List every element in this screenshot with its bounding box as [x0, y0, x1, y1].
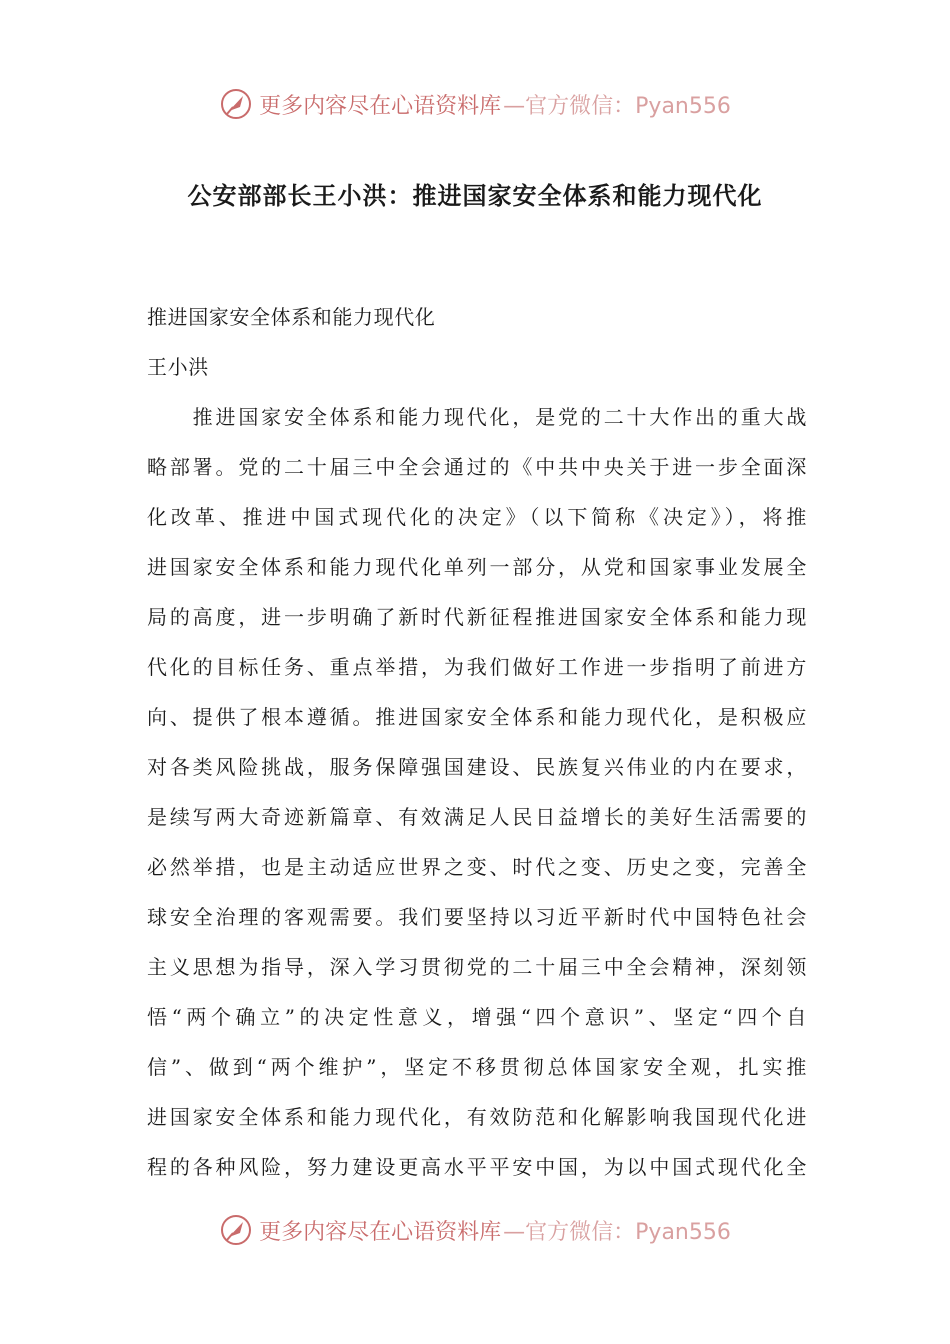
body-line: 局的高度，进一步明确了新时代新征程推进国家安全体系和能力现 — [147, 605, 807, 629]
body-line: 进国家安全体系和能力现代化单列一部分，从党和国家事业发展全 — [147, 555, 807, 579]
feather-pen-logo-icon — [219, 1213, 253, 1247]
body-line: 对各类风险挑战，服务保障强国建设、民族复兴伟业的内在要求， — [147, 755, 807, 779]
document-title: 公安部部长王小洪：推进国家安全体系和能力现代化 — [187, 182, 763, 210]
watermark-contact: —官方微信：Pyan556 — [503, 93, 731, 119]
body-line: 球安全治理的客观需要。我们要坚持以习近平新时代中国特色社会 — [147, 905, 807, 929]
feather-pen-logo-icon — [219, 87, 253, 121]
watermark-brand: 更多内容尽在心语资料库 — [259, 1219, 502, 1245]
body-line: 是续写两大奇迹新篇章、有效满足人民日益增长的美好生活需要的 — [147, 805, 807, 829]
body-line: 推进国家安全体系和能力现代化，是党的二十大作出的重大战 — [147, 405, 807, 429]
body-line: 必然举措，也是主动适应世界之变、时代之变、历史之变，完善全 — [147, 855, 807, 879]
body-line: 悟“两个确立”的决定性意义，增强“四个意识”、坚定“四个自 — [147, 1005, 807, 1029]
header-watermark — [0, 84, 950, 124]
body-line: 化改革、推进中国式现代化的决定》（以下简称《决定》），将推 — [147, 505, 807, 529]
body-line: 向、提供了根本遵循。推进国家安全体系和能力现代化，是积极应 — [147, 705, 807, 729]
body-line: 主义思想为指导，深入学习贯彻党的二十届三中全会精神，深刻领 — [147, 955, 807, 979]
footer-watermark — [0, 1210, 950, 1250]
document-body — [147, 292, 807, 1192]
watermark-brand: 更多内容尽在心语资料库 — [259, 93, 502, 119]
subtitle: 推进国家安全体系和能力现代化 — [147, 305, 436, 329]
author: 王小洪 — [147, 355, 209, 379]
body-line: 信”、做到“两个维护”，坚定不移贯彻总体国家安全观，扎实推 — [147, 1055, 807, 1079]
watermark-contact: —官方微信：Pyan556 — [503, 1219, 731, 1245]
body-line: 略部署。党的二十届三中全会通过的《中共中央关于进一步全面深 — [147, 455, 807, 479]
body-line: 进国家安全体系和能力现代化，有效防范和化解影响我国现代化进 — [147, 1105, 807, 1129]
body-line: 程的各种风险，努力建设更高水平平安中国，为以中国式现代化全 — [147, 1155, 807, 1179]
body-line: 代化的目标任务、重点举措，为我们做好工作进一步指明了前进方 — [147, 655, 807, 679]
